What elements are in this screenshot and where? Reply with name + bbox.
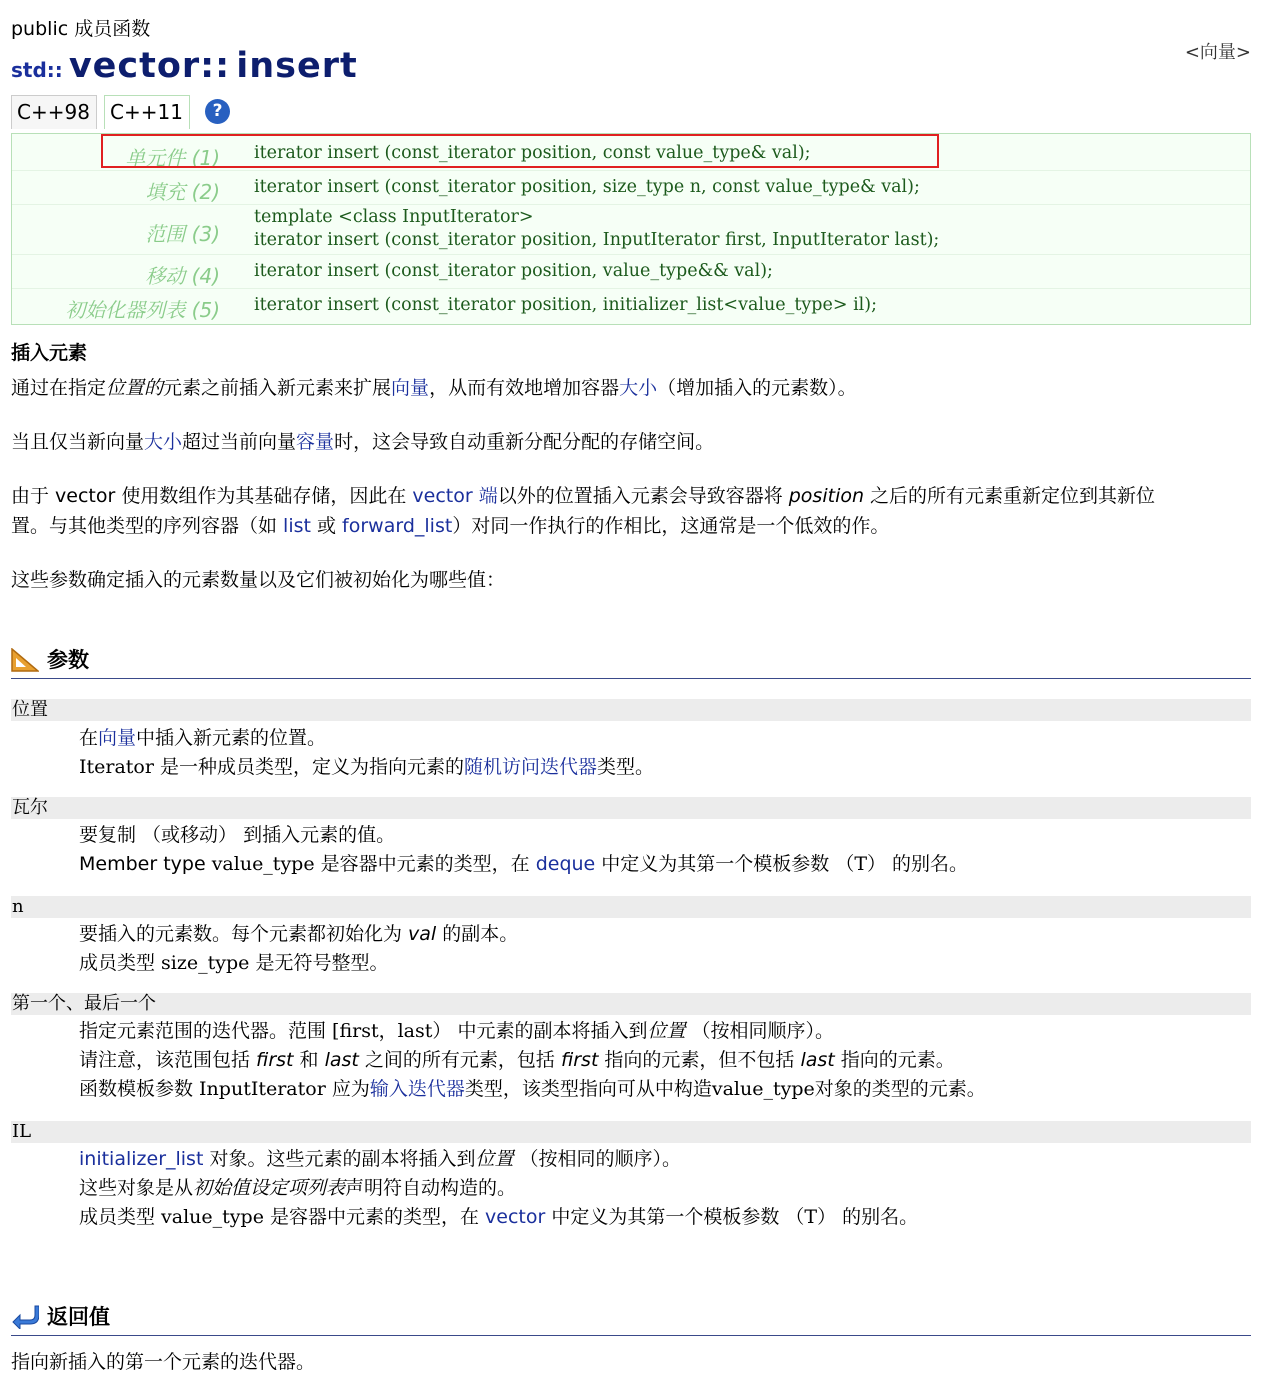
prototype-name: 填充 (2) bbox=[145, 180, 220, 204]
text-run: 中定义为其第一个模板参数 （ bbox=[595, 853, 855, 875]
text-run: （增加插入的元素数）。 bbox=[657, 377, 857, 399]
text-run: 是一种成员类型，定义为指向元素的 bbox=[153, 756, 464, 778]
highlight-box bbox=[101, 134, 939, 168]
param-desc-line: 要复制 （或移动） 到插入元素的值。 bbox=[79, 824, 396, 846]
text-run: value_type bbox=[161, 1206, 264, 1228]
text-run: T bbox=[854, 853, 868, 875]
param-desc-line bbox=[79, 949, 388, 978]
text-run: （按相同的顺序）。 bbox=[513, 1148, 682, 1170]
text-run: 时，这会导致自动重新分配分配的存储空间。 bbox=[334, 431, 715, 453]
description-paragraph bbox=[11, 427, 1251, 457]
vector-link[interactable]: 向量 bbox=[98, 727, 137, 749]
text-run: 之后的所有元素重新定位到其新位 bbox=[864, 485, 1156, 507]
vector-link[interactable]: 向量 bbox=[391, 377, 430, 399]
text-run: T bbox=[804, 1206, 818, 1228]
param-desc-line bbox=[79, 1174, 516, 1203]
text-run: 指向的元素。 bbox=[834, 1049, 955, 1071]
param-name-first-last: 第一个、最后一个 bbox=[11, 993, 1251, 1015]
text-run: 指定元素范围的迭代器。范围 bbox=[79, 1020, 333, 1042]
param-desc-line bbox=[79, 850, 968, 879]
prototype-row bbox=[12, 170, 1250, 205]
text-run: 由于 vector 使用数组作为其基础存储，因此在 bbox=[11, 485, 413, 507]
text-run: position bbox=[788, 485, 865, 507]
text-run: 以外的位置插入元素会导致容器将 bbox=[497, 485, 789, 507]
title-class: vector bbox=[68, 46, 201, 86]
prototype-code: iterator insert (const_iterator position, value_type&& val); bbox=[254, 261, 773, 281]
text-run: InputIterator bbox=[199, 1078, 326, 1100]
standard-tabs bbox=[11, 95, 1251, 134]
text-run: 当且仅当新向量 bbox=[11, 431, 145, 453]
text-run: value_type bbox=[711, 1078, 815, 1100]
member-kind-label: public 成员函数 bbox=[11, 18, 151, 40]
param-desc-line bbox=[79, 1203, 918, 1232]
text-run: 是容器中元素的类型，在 bbox=[263, 1206, 486, 1228]
title-function: insert bbox=[236, 46, 358, 86]
param-desc-line bbox=[79, 1075, 986, 1104]
text-run: 之间的所有元素，包括 bbox=[358, 1049, 561, 1071]
param-name-il: IL bbox=[11, 1121, 1251, 1143]
text-run: 应为 bbox=[325, 1078, 370, 1100]
text-run: 声明符自动构造的。 bbox=[345, 1177, 517, 1199]
text-run: 要插入的元素数。每个元素都初始化为 bbox=[79, 923, 409, 945]
prototype-code: iterator insert (const_iterator position, size_type n, const value_type& val); bbox=[254, 177, 920, 197]
help-icon[interactable]: ? bbox=[205, 99, 230, 124]
param-name-n: n bbox=[11, 896, 1251, 918]
text-run: 对象的类型的元素。 bbox=[814, 1078, 986, 1100]
prototype-name: 移动 (4) bbox=[145, 264, 220, 288]
param-desc-line bbox=[79, 1145, 681, 1174]
param-desc-line bbox=[79, 920, 518, 949]
random-access-iterator-link[interactable]: 随机访问迭代器 bbox=[464, 756, 598, 778]
text-run: 类型，该类型指向可从中构造 bbox=[464, 1078, 712, 1100]
size-link[interactable]: 大小 bbox=[144, 431, 183, 453]
capacity-link[interactable]: 容量 bbox=[296, 431, 335, 453]
text-run: Iterator bbox=[79, 756, 154, 778]
set-square-icon bbox=[11, 648, 39, 672]
text-run: val bbox=[408, 923, 437, 945]
text-run: 成员类型 bbox=[79, 1206, 162, 1228]
param-desc-line bbox=[79, 724, 326, 753]
return-value-title: 返回值 bbox=[47, 1305, 110, 1329]
prototype-name: 单元件 (1) bbox=[125, 146, 220, 170]
text-run: 或 bbox=[310, 515, 343, 537]
text-run: 类型。 bbox=[597, 756, 655, 778]
param-desc-line bbox=[79, 1046, 955, 1075]
text-run: 这些对象是从 bbox=[79, 1177, 194, 1199]
prototype-code: iterator insert (const_iterator position, initializer_list<value_type> il); bbox=[254, 295, 878, 315]
prototype-code: iterator insert (const_iterator position, const value_type& val); bbox=[254, 143, 811, 163]
prototype-code: template <class InputIterator> bbox=[254, 207, 534, 227]
text-run: first bbox=[256, 1049, 294, 1071]
prototype-row bbox=[12, 204, 1250, 255]
description-title: 插入元素 bbox=[11, 342, 88, 364]
text-run: last bbox=[800, 1049, 835, 1071]
return-value-heading bbox=[11, 1295, 1251, 1336]
prototype-row bbox=[12, 288, 1250, 323]
text-run: ）对同一作执行的作相比，这通常是一个低效的作。 bbox=[452, 515, 890, 537]
text-run: value_type bbox=[211, 853, 315, 875]
text-run: 超过当前向量 bbox=[182, 431, 297, 453]
text-run: 是容器中元素的类型，在 bbox=[314, 853, 536, 875]
text-run: 中插入新元素的位置。 bbox=[136, 727, 327, 749]
text-run: 初始值设定项列表 bbox=[193, 1177, 346, 1199]
text-run: 对象。这些元素的副本将插入到 bbox=[203, 1148, 476, 1170]
prototype-code-line2: iterator insert (const_iterator position, InputIterator first, InputIterator last); bbox=[254, 230, 940, 250]
text-run: [first，last） bbox=[332, 1020, 452, 1042]
text-run: Member type bbox=[79, 853, 212, 875]
text-run: last bbox=[324, 1049, 359, 1071]
deque-link[interactable]: deque bbox=[535, 853, 596, 875]
text-run: 位置 bbox=[647, 1020, 686, 1042]
prototype-name: 范围 (3) bbox=[145, 222, 220, 246]
text-run: 的副本。 bbox=[436, 923, 519, 945]
title-scope-sep: :: bbox=[200, 46, 231, 86]
return-arrow-icon bbox=[11, 1303, 39, 1329]
text-run: 函数模板参数 bbox=[79, 1078, 200, 1100]
text-run: ） 的别名。 bbox=[817, 1206, 919, 1228]
text-run: 在 bbox=[79, 727, 99, 749]
tab-cpp98[interactable]: C++98 bbox=[11, 95, 97, 129]
text-run: 通过在指定 bbox=[11, 377, 107, 399]
title-namespace: std:: bbox=[11, 58, 63, 82]
text-run: 和 bbox=[293, 1049, 325, 1071]
forward-list-link[interactable]: forward_list bbox=[342, 515, 453, 537]
param-name-val: 瓦尔 bbox=[11, 797, 1251, 819]
page-title bbox=[11, 46, 358, 86]
text-run: 请注意，该范围包括 bbox=[79, 1049, 257, 1071]
text-run: 位置的 bbox=[106, 377, 164, 399]
prototype-name: 初始化器列表 (5) bbox=[65, 298, 220, 322]
text-run: 是无符号整型。 bbox=[249, 952, 389, 974]
initializer-list-link[interactable]: initializer_list bbox=[79, 1148, 204, 1170]
tab-cpp11[interactable]: C++11 bbox=[104, 95, 190, 129]
text-run: 成员类型 bbox=[79, 952, 162, 974]
text-run: 置。与其他类型的序列容器（如 bbox=[11, 515, 284, 537]
param-name-position: 位置 bbox=[11, 699, 1251, 721]
description-paragraph bbox=[11, 373, 1251, 403]
return-value-text: 指向新插入的第一个元素的迭代器。 bbox=[11, 1351, 316, 1373]
text-run: 指向的元素，但不包括 bbox=[598, 1049, 801, 1071]
size-link[interactable]: 大小 bbox=[619, 377, 658, 399]
description-paragraph: 这些参数确定插入的元素数量以及它们被初始化为哪些值： bbox=[11, 569, 506, 591]
parameters-title: 参数 bbox=[47, 648, 89, 672]
text-run: ，从而有效地增加容器 bbox=[429, 377, 620, 399]
text-run: size_type bbox=[161, 952, 250, 974]
param-desc-line bbox=[79, 1017, 834, 1046]
text-run: （按相同顺序）。 bbox=[685, 1020, 835, 1042]
vector-end-link[interactable]: vector 端 bbox=[412, 485, 498, 507]
text-run: ） 的别名。 bbox=[867, 853, 969, 875]
parameters-heading bbox=[11, 638, 1251, 679]
text-run: 位置 bbox=[475, 1148, 514, 1170]
prototype-row bbox=[12, 134, 1250, 171]
text-run: 中元素的副本将插入到 bbox=[451, 1020, 648, 1042]
text-run: first bbox=[560, 1049, 599, 1071]
container-header-link[interactable]: <向量> bbox=[1184, 42, 1251, 63]
list-link[interactable]: list bbox=[283, 515, 311, 537]
prototype-row bbox=[12, 254, 1250, 289]
text-run: 中定义为其第一个模板参数 （ bbox=[545, 1206, 805, 1228]
param-desc-line bbox=[79, 753, 654, 782]
description-paragraph bbox=[11, 481, 1251, 541]
input-iterator-link[interactable]: 输入迭代器 bbox=[369, 1078, 465, 1100]
vector-link[interactable]: vector bbox=[485, 1206, 546, 1228]
prototype-table bbox=[11, 133, 1251, 325]
text-run: 元素之前插入新元素来扩展 bbox=[163, 377, 392, 399]
